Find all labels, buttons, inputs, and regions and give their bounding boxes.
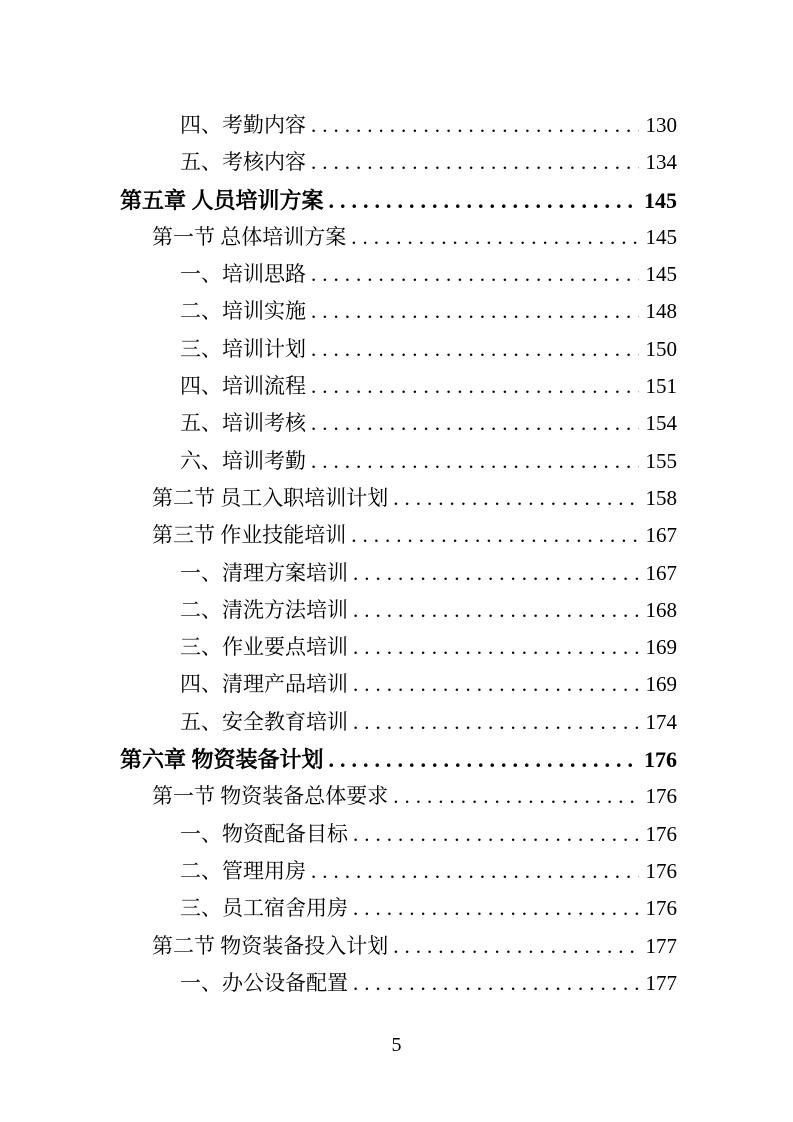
- toc-entry-page: 130: [645, 113, 677, 137]
- toc-entry-label: 第五章 人员培训方案: [120, 187, 324, 213]
- toc-dot-leader: [311, 256, 639, 293]
- toc-entry[interactable]: [120, 741, 677, 778]
- toc-entry[interactable]: [120, 219, 677, 256]
- toc-entry[interactable]: [120, 107, 677, 144]
- toc-entry-label: 五、考核内容: [180, 150, 306, 175]
- toc-entry[interactable]: [120, 331, 677, 368]
- toc-entry-label: 四、清理产品培训: [180, 672, 348, 697]
- toc-entry-page: 167: [645, 560, 677, 585]
- toc-dot-leader: [353, 704, 639, 741]
- toc-entry-page: 145: [645, 224, 677, 249]
- toc-entry-page: 169: [645, 635, 677, 660]
- toc-entry-label: 四、考勤内容: [180, 113, 306, 137]
- toc-entry-label: 第三节 作业技能培训: [152, 523, 347, 548]
- toc-entry[interactable]: [120, 704, 677, 741]
- toc-entry-label: 第六章 物资装备计划: [120, 747, 324, 773]
- toc-dot-leader: [311, 853, 639, 890]
- toc-dot-leader: [353, 890, 639, 927]
- toc-entry-label: 六、培训考勤: [180, 448, 306, 473]
- toc-entry[interactable]: [120, 182, 677, 219]
- toc-entry[interactable]: [120, 778, 677, 815]
- toc-entry[interactable]: [120, 517, 677, 554]
- toc-entry[interactable]: [120, 629, 677, 666]
- toc-entry-page: 154: [645, 411, 677, 436]
- toc-entry[interactable]: [120, 965, 677, 1002]
- toc-dot-leader: [353, 629, 639, 666]
- toc-entry-page: 174: [645, 709, 677, 734]
- footer-page-number: 5: [391, 1034, 402, 1056]
- toc-entry-label: 第二节 员工入职培训计划: [152, 485, 389, 510]
- toc-dot-leader: [353, 555, 639, 592]
- toc-entry-label: 第一节 总体培训方案: [152, 224, 347, 249]
- toc-entry-page: 176: [645, 784, 677, 809]
- toc-dot-leader: [393, 480, 638, 517]
- toc-entry[interactable]: [120, 144, 677, 181]
- toc-dot-leader: [353, 965, 639, 1002]
- toc-dot-leader: [311, 293, 639, 330]
- toc-entry-label: 一、清理方案培训: [180, 560, 348, 585]
- toc-entry[interactable]: [120, 853, 677, 890]
- toc-entry-label: 三、培训计划: [180, 336, 306, 361]
- toc-entry-page: 176: [645, 858, 677, 883]
- toc-dot-leader: [311, 443, 639, 480]
- toc-dot-leader: [311, 368, 639, 405]
- toc-dot-leader: [353, 816, 639, 853]
- toc-entry-label: 一、物资配备目标: [180, 821, 348, 846]
- toc-dot-leader: [393, 778, 638, 815]
- toc-entry[interactable]: [120, 816, 677, 853]
- toc-entry-label: 五、安全教育培训: [180, 709, 348, 734]
- toc-entry-page: 177: [645, 933, 677, 958]
- toc-entry-page: 158: [645, 485, 677, 510]
- toc-entry-label: 二、管理用房: [180, 858, 306, 883]
- toc-entry-label: 二、培训实施: [180, 299, 306, 324]
- toc-dot-leader: [311, 331, 639, 368]
- toc-entry-page: 151: [645, 374, 677, 399]
- toc-entry-page: 169: [645, 672, 677, 697]
- toc-entry[interactable]: [120, 443, 677, 480]
- toc-entry-page: 134: [645, 150, 677, 175]
- toc-entry[interactable]: [120, 405, 677, 442]
- toc-dot-leader: [311, 107, 639, 144]
- toc-dot-leader: [351, 517, 638, 554]
- toc-entry[interactable]: [120, 666, 677, 703]
- toc-entry[interactable]: [120, 592, 677, 629]
- toc-entry-page: 148: [645, 299, 677, 324]
- table-of-contents: [120, 107, 677, 1002]
- toc-entry[interactable]: [120, 256, 677, 293]
- toc-entry-page: 167: [645, 523, 677, 548]
- toc-dot-leader: [311, 144, 639, 181]
- toc-dot-leader: [329, 182, 637, 219]
- toc-entry-label: 第一节 物资装备总体要求: [152, 784, 389, 809]
- toc-dot-leader: [393, 928, 638, 965]
- toc-entry-page: 145: [644, 187, 677, 213]
- toc-entry[interactable]: [120, 293, 677, 330]
- toc-dot-leader: [311, 405, 639, 442]
- toc-entry-label: 二、清洗方法培训: [180, 597, 348, 622]
- toc-entry[interactable]: [120, 890, 677, 927]
- toc-entry-label: 第二节 物资装备投入计划: [152, 933, 389, 958]
- toc-entry-label: 四、培训流程: [180, 374, 306, 399]
- toc-entry-label: 一、培训思路: [180, 262, 306, 287]
- toc-entry[interactable]: [120, 555, 677, 592]
- toc-entry-page: 145: [645, 262, 677, 287]
- toc-entry-label: 一、办公设备配置: [180, 970, 348, 995]
- toc-entry-label: 三、作业要点培训: [180, 635, 348, 660]
- toc-entry-label: 五、培训考核: [180, 411, 306, 436]
- toc-entry-page: 177: [645, 970, 677, 995]
- toc-entry[interactable]: [120, 928, 677, 965]
- toc-dot-leader: [351, 219, 638, 256]
- toc-entry-page: 155: [645, 448, 677, 473]
- toc-entry-page: 176: [645, 896, 677, 921]
- toc-dot-leader: [353, 592, 639, 629]
- toc-dot-leader: [329, 741, 637, 778]
- toc-entry-page: 176: [644, 747, 677, 773]
- toc-entry-page: 176: [645, 821, 677, 846]
- toc-entry-label: 三、员工宿舍用房: [180, 896, 348, 921]
- toc-entry-page: 150: [645, 336, 677, 361]
- toc-entry[interactable]: [120, 368, 677, 405]
- toc-entry-page: 168: [645, 597, 677, 622]
- toc-dot-leader: [353, 666, 639, 703]
- toc-entry[interactable]: [120, 480, 677, 517]
